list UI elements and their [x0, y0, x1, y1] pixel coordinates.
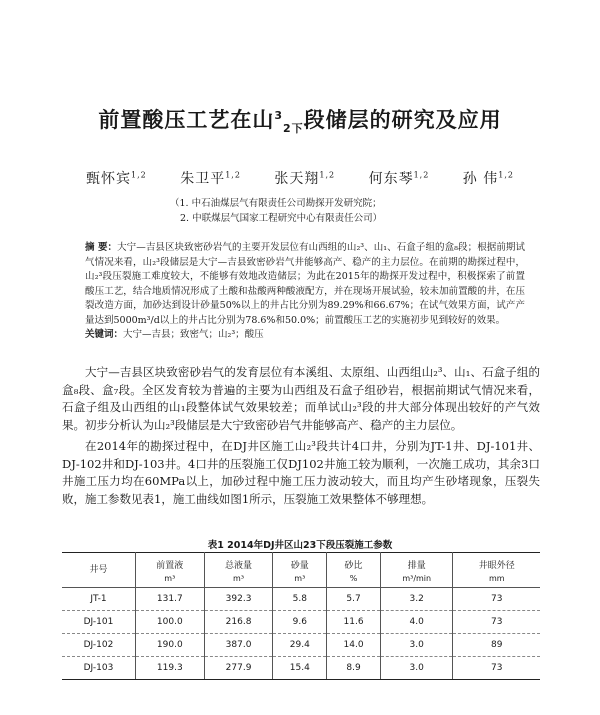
table-cell: 5.8 — [273, 588, 327, 611]
author: 孙 伟$^{1,2}$ — [462, 170, 514, 187]
table-cell: 100.0 — [135, 611, 204, 634]
table-cell: 5.7 — [327, 588, 381, 611]
author: 甄怀宾$^{1,2}$ — [86, 170, 147, 187]
table-cell: DJ-101 — [62, 611, 135, 634]
table-cell: 131.7 — [135, 588, 204, 611]
author: 何东琴$^{1,2}$ — [368, 170, 430, 187]
table-header-cell: 排量 m³/min — [380, 553, 453, 588]
table-cell: 3.2 — [380, 588, 453, 611]
table-cell: JT-1 — [62, 588, 135, 611]
author-list — [0, 168, 600, 188]
body-text — [62, 364, 540, 512]
table-cell: 9.6 — [273, 611, 327, 634]
author: 朱卫平$^{1,2}$ — [180, 170, 241, 187]
paper-title: 前置酸压工艺在山$^3_{2下}$段储层的研究及应用 — [98, 108, 502, 136]
table-cell: 277.9 — [204, 657, 273, 680]
table-cell: 4.0 — [380, 611, 453, 634]
body-paragraph: 在2014年的勘探过程中，在DJ井区施工山₂³段共计4口井，分别为JT-1井、DJ-101井、DJ-102井和DJ-103井。4口井的压裂施工仅DJ102井施工较为顺利，一次施工成功，其余3口井施工压力均在60MPa以上，加砂过程中施工压力波动较大，而且均产生砂堵现象，压裂失败，施工参数见表1，施工曲线如图1所示，压裂施工效果整体不够理想。 — [62, 439, 540, 506]
table-header-cell: 总液量 m³ — [204, 553, 273, 588]
table-cell: 73 — [453, 588, 540, 611]
abstract — [85, 241, 525, 343]
table-cell: 387.0 — [204, 634, 273, 657]
table-row — [62, 611, 540, 634]
table-cell: 73 — [453, 657, 540, 680]
keywords — [85, 328, 525, 343]
keywords-text: 大宁—吉县；致密气；山₂³；酸压 — [123, 329, 264, 340]
table-caption: 表1 2014年DJ井区山23下段压裂施工参数 — [207, 540, 393, 551]
table-cell: 11.6 — [327, 611, 381, 634]
keywords-label: 关键词： — [85, 329, 124, 340]
table-cell: 73 — [453, 611, 540, 634]
affiliations — [170, 196, 470, 226]
body-paragraph: 大宁—吉县区块致密砂岩气的发育层位有本溪组、太原组、山西组山₂³、山₁、石盒子组的盒₈段、盒₇段。全区发育较为普遍的主要为山西组及石盒子组砂岩，根据前期试气情况来看，石盒子组及山西组的山₁段整体试气效果较差；而单试山₂³段的井大部分体现出较好的产气效果。初步分析认为山₂³段储层是大宁致密砂岩气井能够高产、稳产的主力层位。 — [62, 365, 540, 432]
table-cell: DJ-102 — [62, 634, 135, 657]
table-header-cell: 砂比 % — [327, 553, 381, 588]
parameters-table — [62, 552, 540, 680]
table-cell: 119.3 — [135, 657, 204, 680]
table-header-cell: 前置液 m³ — [135, 553, 204, 588]
table-cell: DJ-103 — [62, 657, 135, 680]
table-cell: 216.8 — [204, 611, 273, 634]
affiliation-line: 2. 中联煤层气国家工程研究中心有限责任公司） — [180, 213, 383, 224]
abstract-text: 大宁—吉县区块致密砂岩气的主要开发层位有山西组的山₂³、山₁、石盒子组的盒₈段；根据前期试气情况来看，山₂³段储层是大宁—吉县致密砂岩气井能够高产、稳产的主力层位。在前期的勘探过程中，山₂³段压裂施工难度较大，不能够有效地改造储层；为此在2015年的勘探开发过程中，积极探索了前置酸压工艺，结合地质情况形成了土酸和盐酸两种酸液配方，并在现场开展试验，较未加前置酸的井，在压裂改造方面，加砂达到设计砂量50%以上的井占比分别为89.29%和66.67%；在试气效果方面，试产产量达到5000m³/d以上的井占比分别为78.6%和50.0%；前置酸压工艺的实施初步见到较好的效果。 — [85, 242, 525, 326]
abstract-label: 摘 要： — [85, 242, 118, 253]
table-header-cell: 井号 — [62, 553, 135, 588]
table-row — [62, 588, 540, 611]
table-row — [62, 657, 540, 680]
table-cell: 392.3 — [204, 588, 273, 611]
table-cell: 190.0 — [135, 634, 204, 657]
table-header-row — [62, 553, 540, 588]
table-cell: 89 — [453, 634, 540, 657]
table-row — [62, 634, 540, 657]
table-cell: 15.4 — [273, 657, 327, 680]
table-header-cell: 砂量 m³ — [273, 553, 327, 588]
table-cell: 3.0 — [380, 634, 453, 657]
table-cell: 14.0 — [327, 634, 381, 657]
table-header-cell: 井眼外径 mm — [453, 553, 540, 588]
table-cell: 29.4 — [273, 634, 327, 657]
table-cell: 8.9 — [327, 657, 381, 680]
affiliation-line: （1. 中石油煤层气有限责任公司勘探开发研究院； — [170, 198, 382, 209]
author: 张天翔$^{1,2}$ — [274, 170, 336, 187]
table-cell: 3.0 — [380, 657, 453, 680]
